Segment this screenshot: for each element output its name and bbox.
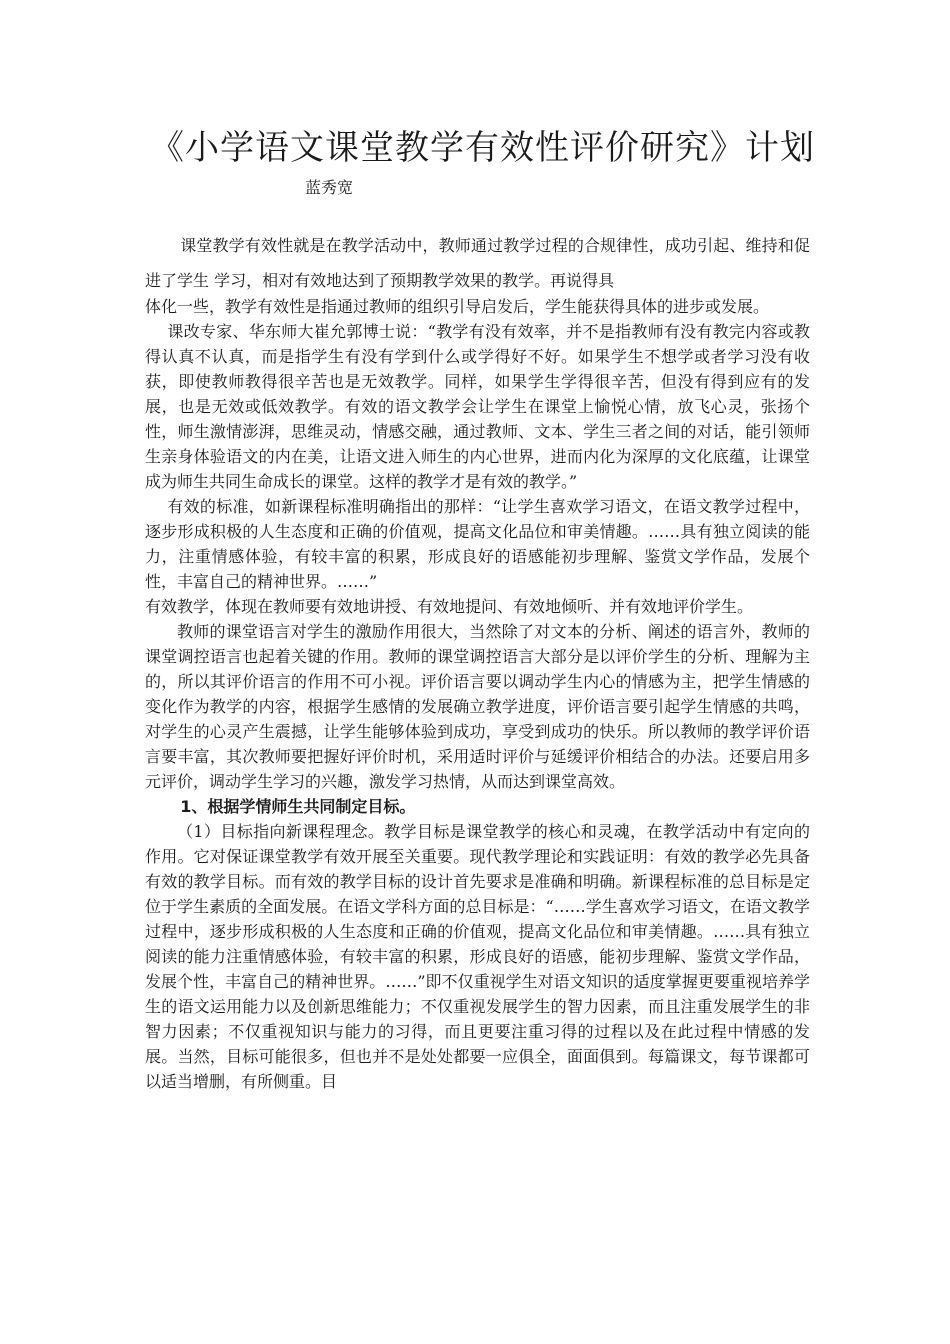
paragraph-goal-orientation: （1）目标指向新课程理念。教学目标是课堂教学的核心和灵魂，在教学活动中有定向的作用。它对保证课堂教学有效开展至关重要。现代教学理论和实践证明：有效的教学必先具备有效的教学目标。而有效的教学目标的设计首先要求是准确和明确。新课程标准的总目标是定位于学生素质的全面发展。在语文学科方面的总目标是：“……学生喜欢学习语文，在语文教学过程中，逐步形成积极的人生态度和正确的价值观，提高文化品位和审美情趣。……具有独立阅读的能力注重情感体验，有较丰富的积累，形成良好的语感，能初步理解、鉴赏文学作品，发展个性，丰富自己的精神世界。……”即不仅重视学生对语文知识的适度掌握更要重视培养学生的语文运用能力以及创新思维能力；不仅重视发展学生的智力因素，而且注重发展学生的非智力因素；不仅重视知识与能力的习得，而且更要注重习得的过程以及在此过程中情感的发展。当然，目标可能很多，但也并不是处处都要一应俱全，面面俱到。每篇课文，每节课都可以适当增删，有所侧重。目 <box>145 822 810 1091</box>
document-page <box>145 120 815 1094</box>
document-title: 《小学语文课堂教学有效性评价研究》计划 <box>150 128 815 168</box>
paragraph-effective-teaching: 有效教学，体现在教师要有效地讲授、有效地提问、有效地倾听、并有效地评价学生。 <box>145 597 754 616</box>
paragraph-expert-quote: 课改专家、华东师大崔允郭博士说：“教学有没有效率，并不是指教师有没有教完内容或教得认真不认真，而是指学生有没有学到什么或学得好不好。如果学生不想学或者学习没有收获，即使教师教得很辛苦也是无效教学。同样，如果学生学得很辛苦，但没有得到应有的发展，也是无效或低效教学。有效的语文教学会让学生在课堂上愉悦心情，放飞心灵，张扬个性，师生激情澎湃，思维灵动，情感交融，通过教师、文本、学生三者之间的对话，能引领师生亲身体验语文的内在美，让语文进入师生的内心世界，进而内化为深厚的文化底蕴，让课堂成为师生共同生命成长的课堂。这样的教学才是有效的教学。” <box>145 322 810 491</box>
paragraph-intro: 课堂教学有效性就是在教学活动中，教师通过教学过程的合规律性，成功引起、维持和促进了学生 学习，相对有效地达到了预期教学效果的教学。再说得具 <box>145 236 810 290</box>
section-heading-1: 1、根据学情师生共同制定目标。 <box>180 797 416 816</box>
document-author: 蓝秀宽 <box>305 178 354 197</box>
paragraph-intro-continued: 体化一些，教学有效性是指通过教师的组织引导启发后，学生能获得具体的进步或发展。 <box>145 297 770 316</box>
paragraph-standard: 有效的标准，如新课程标准明确指出的那样：“让学生喜欢学习语文，在语文教学过程中，逐步形成积极的人生态度和正确的价值观，提高文化品位和审美情趣。……具有独立阅读的能力，注重情感体验，有较丰富的积累，形成良好的语感能初步理解、鉴赏文学作品，发展个性，丰富自己的精神世界。……” <box>145 497 810 591</box>
paragraph-classroom-language: 教师的课堂语言对学生的激励作用很大，当然除了对文本的分析、阐述的语言外，教师的课堂调控语言也起着关键的作用。教师的课堂调控语言大部分是以评价学生的分析、理解为主的，所以其评价语言的作用不可小视。评价语言要以调动学生内心的情感为主，把学生情感的变化作为教学的内容，根据学生感情的发展确立教学进度，评价语言要引起学生情感的共鸣，对学生的心灵产生震撼，让学生能够体验到成功，享受到成功的快乐。所以教师的教学评价语言要丰富，其次教师要把握好评价时机，采用适时评价与延缓评价相结合的办法。还要启用多元评价，调动学生学习的兴趣，激发学习热情，从而达到课堂高效。 <box>145 622 810 791</box>
